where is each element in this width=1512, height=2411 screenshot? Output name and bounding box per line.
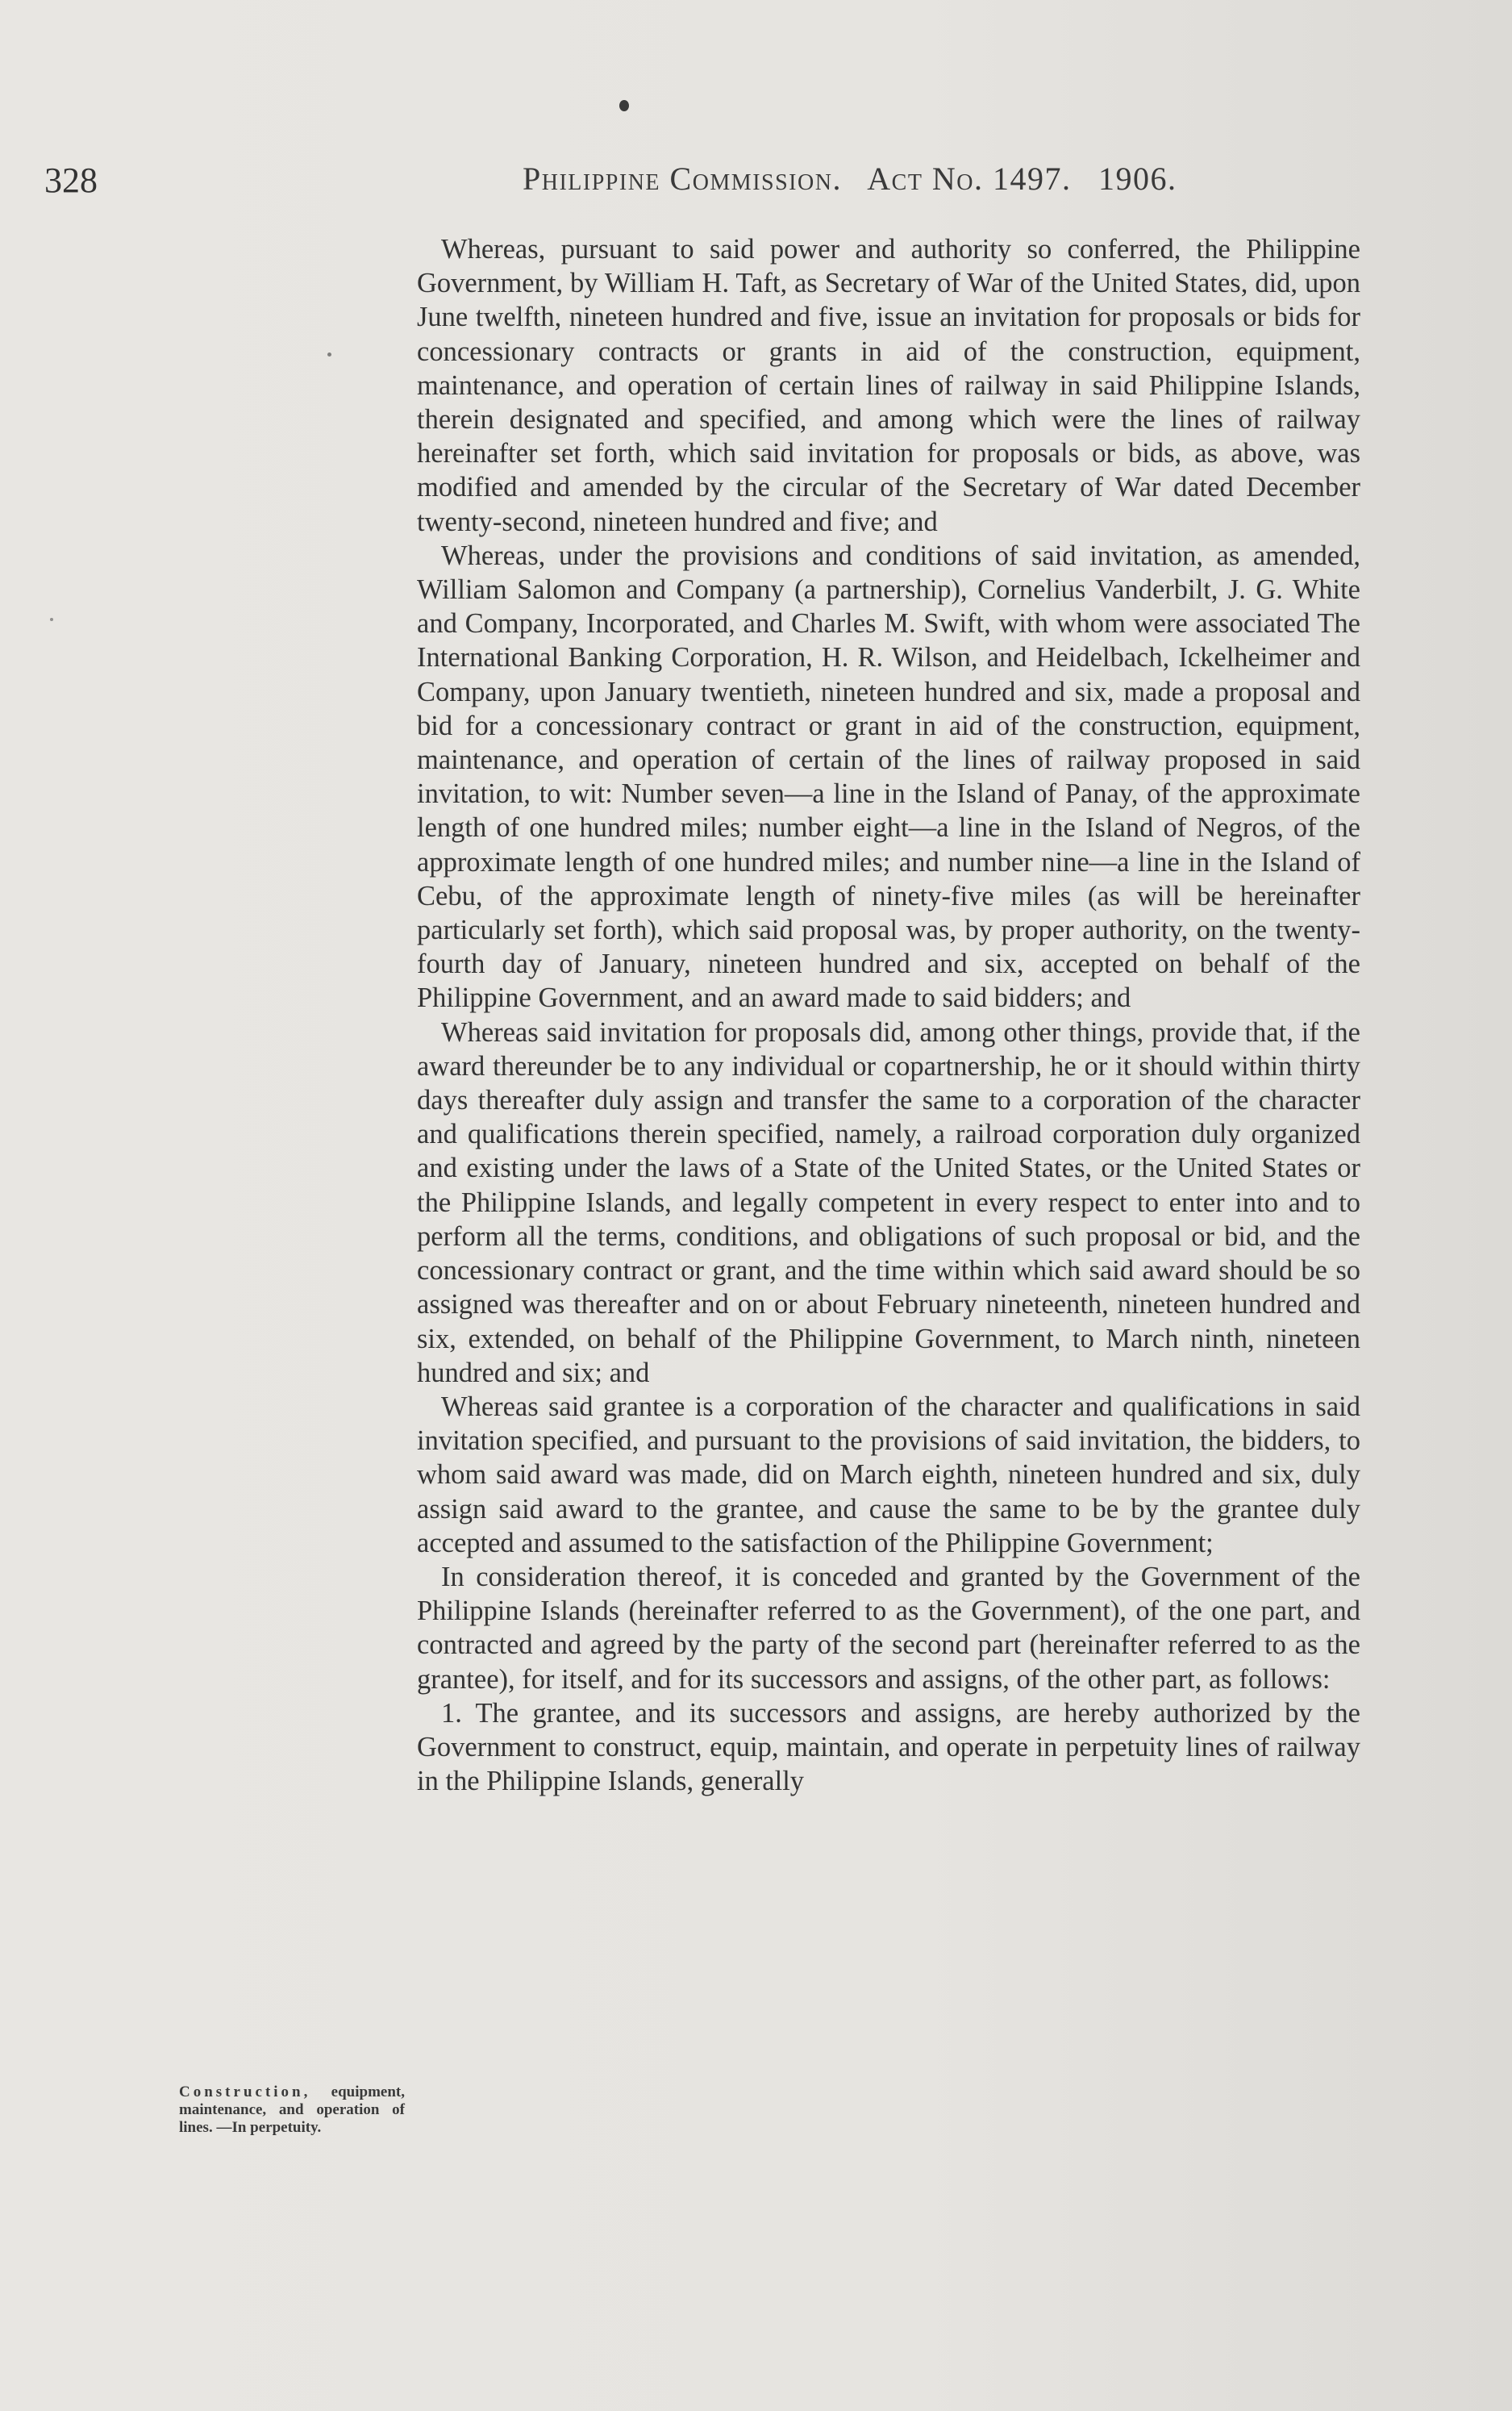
page-number: 328 [44, 161, 98, 200]
body-text [417, 232, 1360, 1798]
running-head-act: Act No. 1497. [867, 161, 1072, 197]
paragraph: In consideration thereof, it is conceded and granted by the Government of the Philippine Islands (hereinafter referred to as the Government), of the one part, and contracted and agreed by the party of the second part (hereinafter referred to as the grantee), for itself, and for its successors and assigns, of the other part, as follows: [417, 1561, 1360, 1695]
running-head [523, 160, 1195, 198]
margin-note-heading: Construction, [179, 2084, 311, 2100]
paragraph: 1. The grantee, and its successors and assigns, are hereby authorized by the Government to construct, equip, maintain, and operate in perpetuity lines of railway in the Philippine Islands, generally [417, 1697, 1360, 1797]
paragraph: Whereas, pursuant to said power and authority so conferred, the Philippine Government, by William H. Taft, as Secretary of War of the United States, did, upon June twelfth, nineteen hundred and five, issue an invitation for proposals or bids for concessionary contracts or grants in aid of the construction, equipment, maintenance, and operation of certain lines of railway in said Philippine Islands, therein designated and specified, and among which were the lines of railway hereinafter set forth, which said invitation for proposals or bids, as above, was modified and amended by the circular of the Secretary of War dated December twenty-second, nineteen hundred and five; and [417, 234, 1360, 537]
paragraph: Whereas said grantee is a corporation of the character and qualifications in said invitation specified, and pursuant to the provisions of said invitation, the bidders, to whom said award was made, did on March eighth, nineteen hundred and six, duly assign said award to the grantee, and cause the same to be by the grantee duly accepted and assumed to the satisfaction of the Philippine Government; [417, 1391, 1360, 1558]
print-speck [50, 618, 53, 621]
print-speck [619, 100, 629, 111]
paragraph: Whereas, under the provisions and conditions of said invitation, as amended, William Salomon and Company (a partnership), Cornelius Vanderbilt, J. G. White and Company, Incorporated, and Charles M. Swift, with whom were associated The International Banking Corporation, H. R. Wilson, and Heidelbach, Ickelheimer and Company, upon January twentieth, nineteen hundred and six, made a proposal and bid for a concessionary contract or grant in aid of the construction, equipment, maintenance, and operation of certain of the lines of railway proposed in said invitation, to wit: Number seven—a line in the Island of Panay, of the approximate length of one hundred miles; number eight—a line in the Island of Negros, of the approximate length of one hundred miles; and number nine—a line in the Island of Cebu, of the approximate length of ninety-five miles (as will be hereinafter particularly set forth), which said proposal was, by proper authority, on the twenty-fourth day of January, nineteen hundred and six, accepted on behalf of the Philippine Government, and an award made to said bidders; and [417, 540, 1360, 1014]
paragraph: Whereas said invitation for proposals did, among other things, provide that, if the award thereunder be to any individual or copartnership, he or it should within thirty days thereafter duly assign and transfer the same to a corporation of the character and qualifications therein specified, namely, a railroad corporation duly organized and existing under the laws of a State of the United States, or the United States or the Philippine Islands, and legally competent in every respect to enter into and to perform all the terms, conditions, and obligations of such proposal or bid, and the concessionary contract or grant, and the time within which said award should be so assigned was thereafter and on or about February nineteenth, nineteen hundred and six, extended, on behalf of the Philippine Government, to March ninth, nineteen hundred and six; and [417, 1016, 1360, 1388]
page-header [0, 160, 1512, 208]
running-head-year: 1906. [1098, 161, 1177, 197]
margin-note-text: equipment, maintenance, and operation of lines. —In perpetuity. [179, 2084, 405, 2136]
running-head-commission: Philippine Commission. [523, 161, 842, 197]
margin-note [179, 2084, 405, 2137]
print-speck [327, 352, 331, 357]
